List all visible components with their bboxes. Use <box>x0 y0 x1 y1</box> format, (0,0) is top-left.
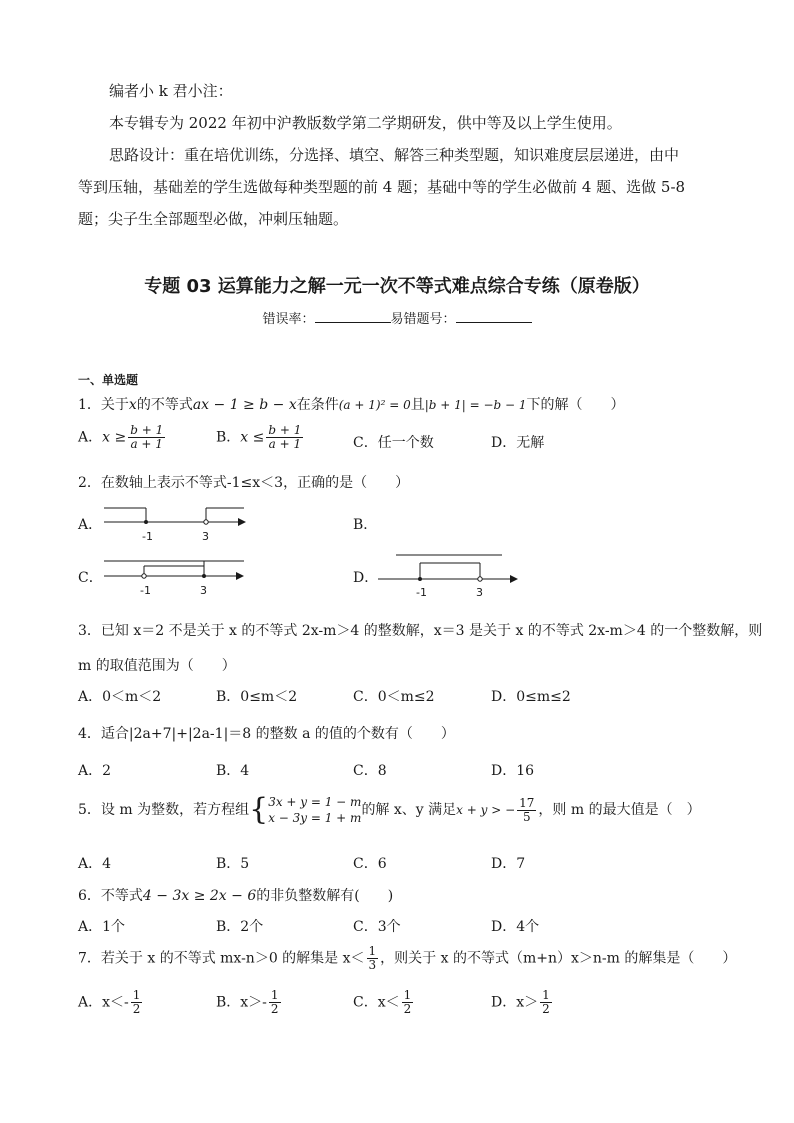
q1-option-d[interactable]: D．无解 <box>491 435 545 451</box>
q1-option-b[interactable] <box>216 424 305 451</box>
q2-option-a-label[interactable]: A． <box>78 517 103 533</box>
q3-option-d[interactable]: D．0≤m≤2 <box>491 689 571 705</box>
q2-option-c-label[interactable]: C． <box>78 570 103 586</box>
q6-option-d[interactable]: D．4个 <box>491 919 540 935</box>
q1-option-b-fraction: $\frac{b + 1}{a + 1}$ <box>268 423 302 451</box>
q5-text-b: 的解 x、y 满足 <box>361 802 457 818</box>
q4-option-a[interactable]: A．2 <box>78 763 112 779</box>
q2-c-tick-3: 3 <box>200 584 207 597</box>
q3-option-c[interactable]: C．0＜m≤2 <box>353 689 435 705</box>
q1-text-a: 1．关于 <box>78 397 129 413</box>
question-2-stem: 2．在数轴上表示不等式-1≤x＜3，正确的是（ ） <box>78 475 410 491</box>
q1-condition-2: |b + 1| = −b − 1 <box>424 398 527 412</box>
q5-equation-system <box>268 794 361 826</box>
question-3-stem-line-2: m 的取值范围为（ ） <box>78 658 236 674</box>
q7-option-c[interactable] <box>353 989 415 1016</box>
error-items-blank <box>456 310 532 323</box>
question-7-stem <box>78 945 736 972</box>
q7-option-c-fraction: $\frac{1}{2}$ <box>403 988 412 1016</box>
q1-text-e: 下的解（ ） <box>526 397 625 413</box>
q7-option-b-text: B．x＞- <box>216 994 267 1011</box>
q7-option-d[interactable] <box>491 989 554 1016</box>
q7-option-a[interactable] <box>78 989 144 1016</box>
q7-option-a-fraction: $\frac{1}{2}$ <box>132 988 141 1016</box>
q2-a-tick-minus-1: -1 <box>142 530 153 543</box>
q2-a-tick-3: 3 <box>202 530 209 543</box>
q4-option-c[interactable]: C．8 <box>353 763 387 779</box>
q1-option-a[interactable] <box>78 424 167 451</box>
q5-eq-1: 3x + y = 1 − m <box>268 795 362 809</box>
question-6-stem <box>78 885 393 905</box>
q1-text-b: 的不等式 <box>136 397 193 413</box>
q7-text-b: ，则关于 x 的不等式（m+n）x＞n-m 的解集是（ ） <box>380 950 737 967</box>
q5-condition-fraction: $\frac{17}{5}$ <box>519 795 535 824</box>
q6-option-a[interactable]: A．1个 <box>78 919 126 935</box>
q2-option-d-label[interactable]: D． <box>353 570 379 586</box>
q7-option-b-fraction: $\frac{1}{2}$ <box>270 988 279 1016</box>
q5-system-brace: { <box>249 792 269 827</box>
q1-text-d: 且 <box>410 397 425 413</box>
q7-option-b[interactable] <box>216 989 283 1016</box>
q2-option-a-number-line <box>98 504 258 544</box>
q5-eq-2: x − 3y = 1 + m <box>268 811 362 825</box>
intro-line-1: 编者小 k 君小注： <box>109 82 233 100</box>
q7-text-a: 7．若关于 x 的不等式 mx-n＞0 的解集是 x＜ <box>78 950 365 967</box>
q1-text-c: 在条件 <box>296 397 339 413</box>
q2-c-tick-minus-1: -1 <box>140 584 151 597</box>
error-stats-line <box>0 308 794 327</box>
question-4-stem: 4．适合|2a+7|+|2a-1|＝8 的整数 a 的值的个数有（ ） <box>78 726 455 742</box>
q5-option-c[interactable]: C．6 <box>353 856 387 872</box>
q7-option-c-text: C．x＜ <box>353 994 400 1011</box>
q6-option-c[interactable]: C．3个 <box>353 919 401 935</box>
question-3-stem-line-1: 3．已知 x＝2 不是关于 x 的不等式 2x-m＞4 的整数解，x＝3 是关于 x 的不等式 2x-m＞4 的一个整数解，则 <box>78 623 763 639</box>
q1-option-c[interactable]: C．任一个数 <box>353 435 434 451</box>
q1-var-x: x <box>128 397 137 413</box>
q2-option-b-label[interactable]: B． <box>353 517 378 533</box>
q4-option-d[interactable]: D．16 <box>491 763 535 779</box>
q7-option-d-fraction: $\frac{1}{2}$ <box>542 988 550 1016</box>
error-rate-blank <box>315 310 391 323</box>
q5-text-c: ，则 m 的最大值是（ ） <box>538 802 701 818</box>
error-items-label: 易错题号： <box>390 312 456 327</box>
q5-option-b[interactable]: B．5 <box>216 856 250 872</box>
q6-option-b[interactable]: B．2个 <box>216 919 264 935</box>
q7-option-d-text: D．x＞ <box>491 994 539 1011</box>
q1-option-b-label: B． <box>216 429 241 446</box>
page-title: 专题 03 运算能力之解一元一次不等式难点综合专练（原卷版） <box>144 276 650 297</box>
question-1-stem <box>78 394 625 414</box>
intro-line-3: 思路设计：重在培优训练，分选择、填空、解答三种类型题，知识难度层层递进，由中 <box>109 146 680 164</box>
q1-option-a-fraction: $\frac{b + 1}{a + 1}$ <box>130 423 164 451</box>
section-heading: 一、单选题 <box>78 373 139 387</box>
q3-option-a[interactable]: A．0＜m＜2 <box>78 689 162 705</box>
q3-option-b[interactable]: B．0≤m＜2 <box>216 689 298 705</box>
q1-option-a-label: A． <box>78 429 103 446</box>
q5-option-d[interactable]: D．7 <box>491 856 526 872</box>
question-5-stem <box>78 794 701 826</box>
q2-option-c-number-line <box>98 552 258 598</box>
q2-d-tick-3: 3 <box>476 586 483 598</box>
error-rate-label: 错误率： <box>262 312 315 327</box>
q6-text-a: 6．不等式 <box>78 888 143 904</box>
q1-option-b-expr: x ≤ <box>240 429 265 446</box>
q1-option-a-expr: x ≥ <box>102 429 127 446</box>
q6-text-b: 的非负整数解有( ) <box>256 888 394 904</box>
q4-option-b[interactable]: B．4 <box>216 763 250 779</box>
q7-option-a-text: A．x＜- <box>78 994 129 1011</box>
q5-text-a: 5．设 m 为整数，若方程组 <box>78 802 250 818</box>
q1-condition-1: (a + 1)² = 0 <box>338 398 411 412</box>
intro-line-5: 题；尖子生全部题型必做，冲刺压轴题。 <box>78 210 349 228</box>
q5-condition: x + y > − <box>456 803 516 817</box>
q1-inequality: ax − 1 ≥ b − x <box>192 397 297 413</box>
intro-line-2: 本专辑专为 2022 年初中沪教版数学第二学期研发，供中等及以上学生使用。 <box>109 114 622 132</box>
q7-stem-fraction: $\frac{1}{3}$ <box>368 944 377 972</box>
q6-inequality: 4 − 3x ≥ 2x − 6 <box>142 888 257 904</box>
q2-option-d-number-line <box>372 552 532 598</box>
q5-option-a[interactable]: A．4 <box>78 856 112 872</box>
q2-d-tick-minus-1: -1 <box>416 586 427 598</box>
intro-line-4: 等到压轴，基础差的学生选做每种类型题的前 4 题；基础中等的学生必做前 4 题、选做 5-8 <box>78 178 686 196</box>
